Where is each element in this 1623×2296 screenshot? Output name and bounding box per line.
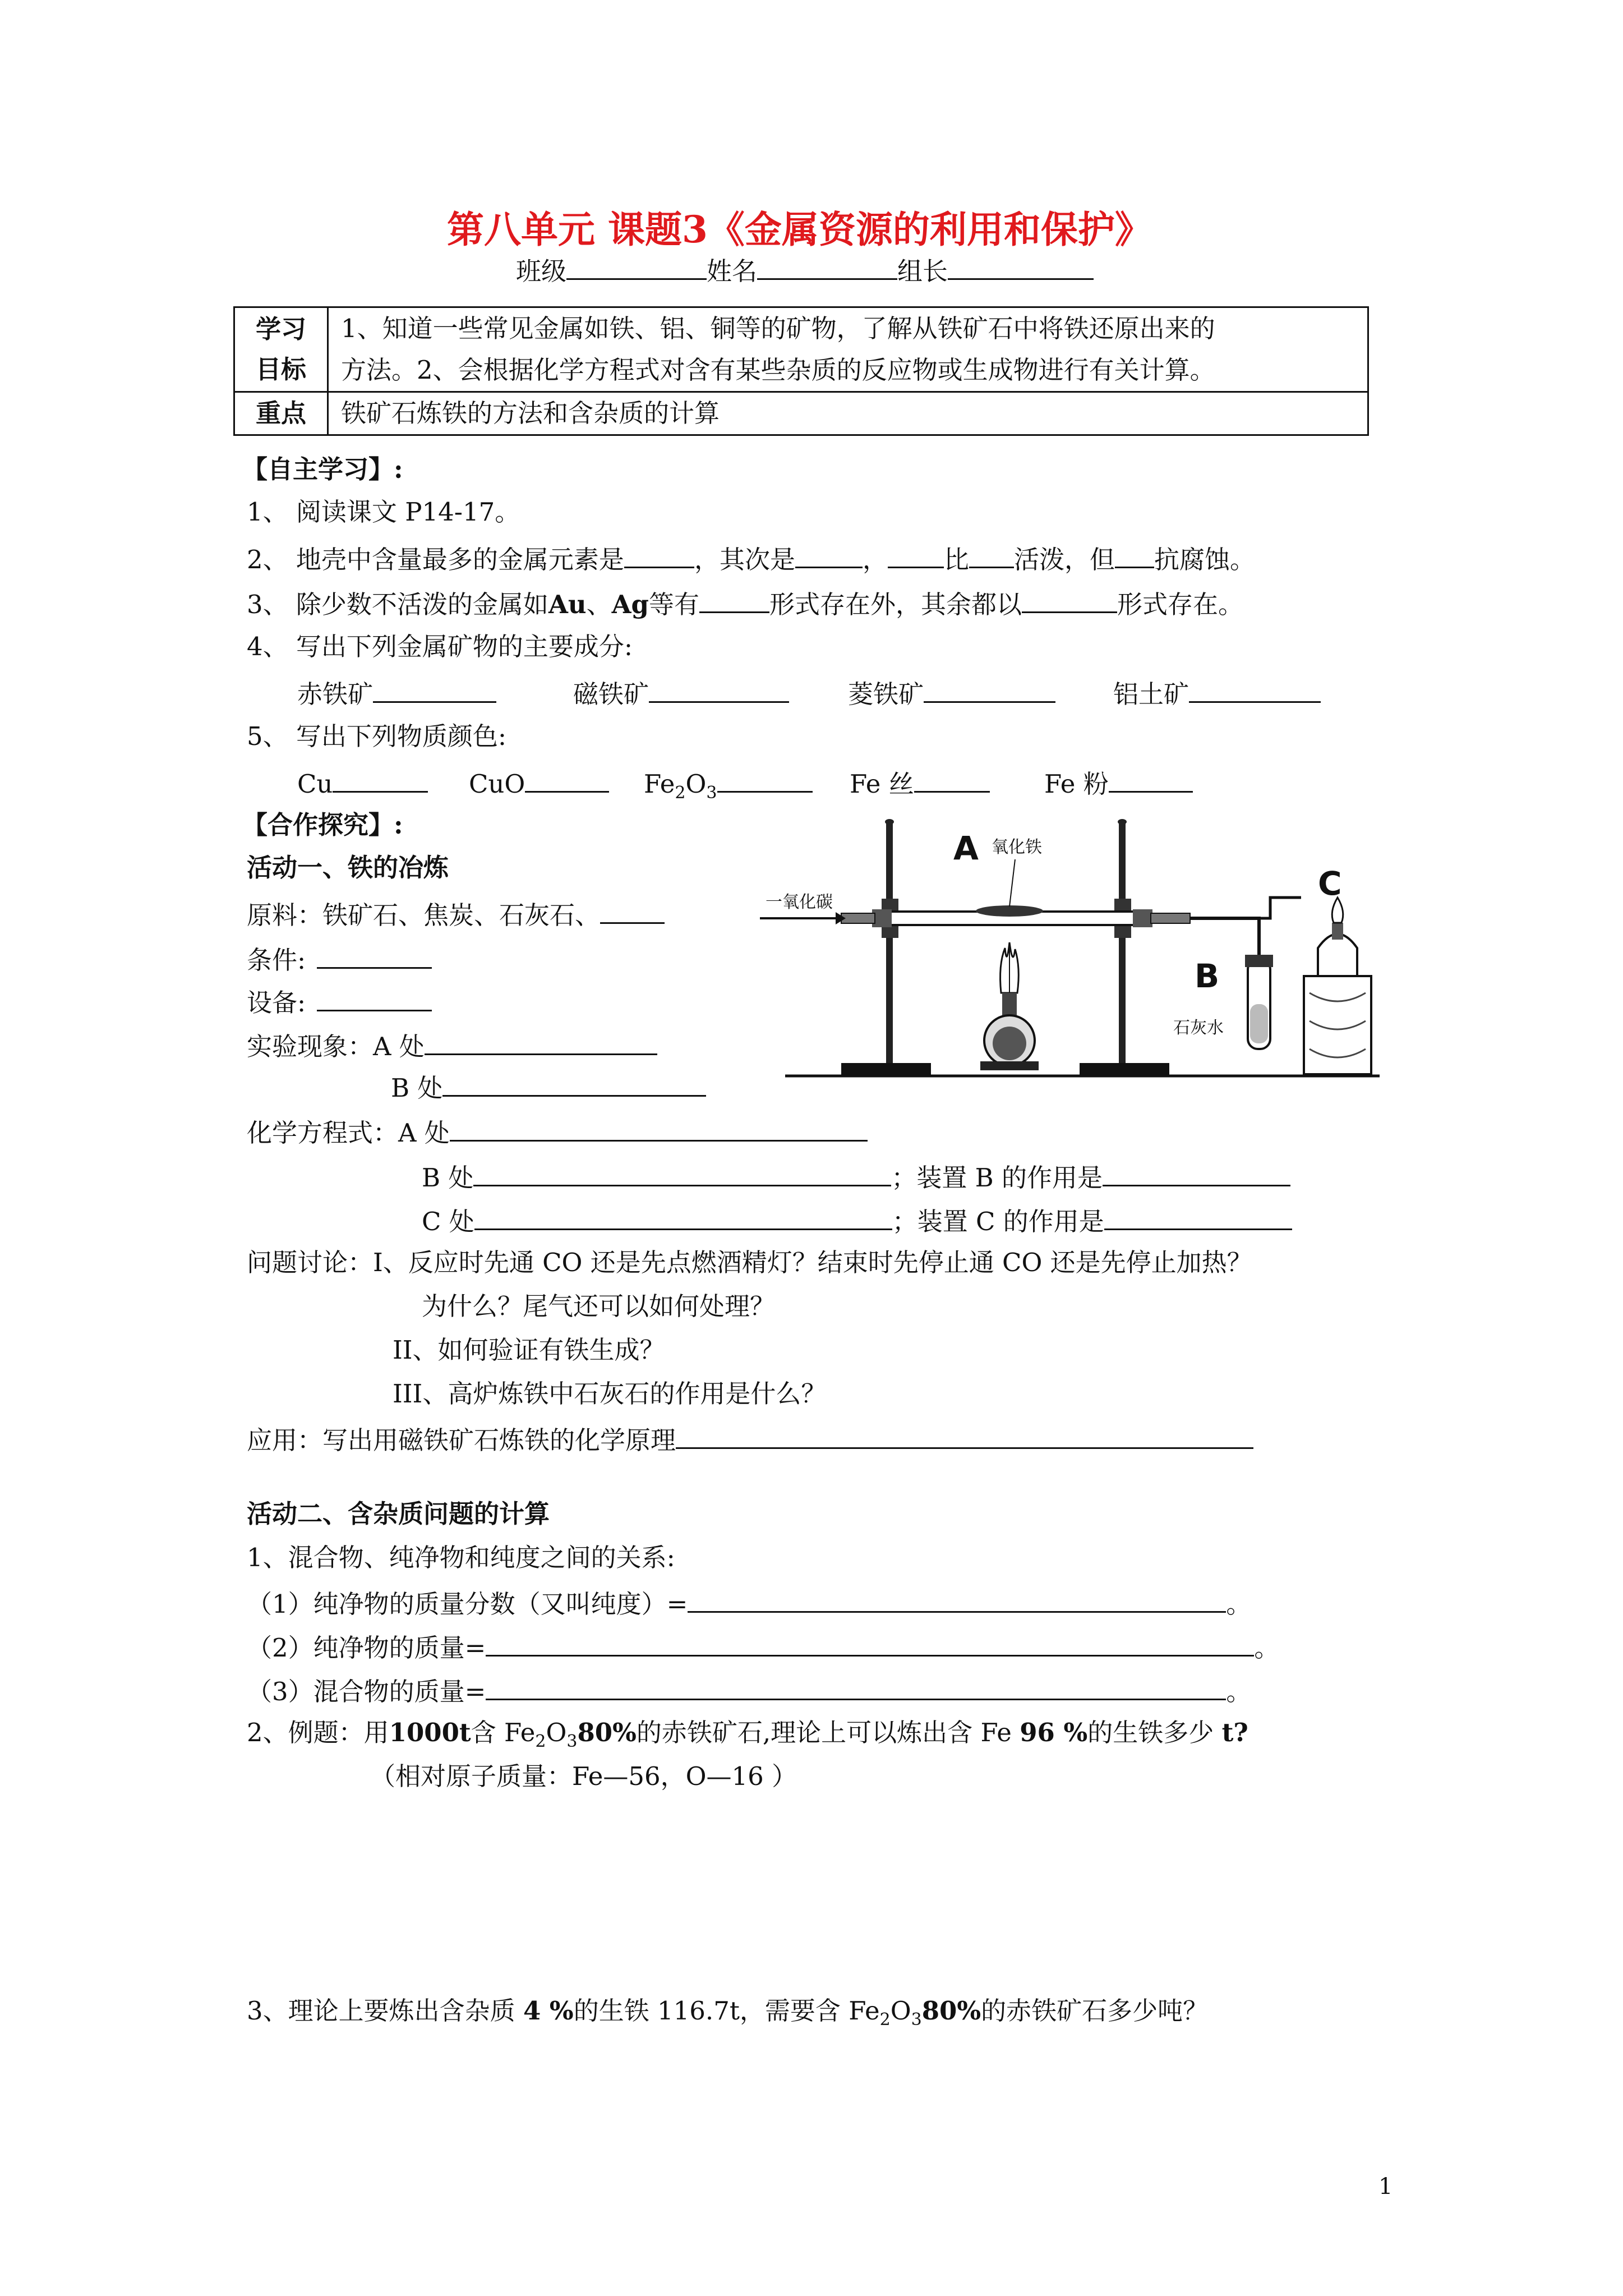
blank[interactable] bbox=[1109, 769, 1193, 793]
blank[interactable] bbox=[699, 589, 769, 613]
name-label: 姓名 bbox=[707, 256, 758, 286]
self-study-q3: 3、 除少数不活泼的金属如Au、Ag等有 形式存在外，其余都以 形式存在。 bbox=[247, 590, 1244, 619]
blank[interactable] bbox=[676, 1425, 1253, 1449]
iron-smelting-apparatus-diagram bbox=[751, 808, 1391, 1088]
blank[interactable] bbox=[649, 679, 789, 703]
act2-q2: 2、例题：用1000t含 $Fe_2O_380\%$的赤铁矿石,理论上可以炼出含 Fe 96 %的生铁多少 t? bbox=[247, 1718, 1248, 1751]
goal-table bbox=[233, 306, 1369, 436]
application-line: 应用：写出用磁铁矿石炼铁的化学原理 bbox=[247, 1425, 1253, 1453]
blank[interactable] bbox=[914, 769, 990, 793]
phenomenon-a: 实验现象：A 处 bbox=[247, 1031, 657, 1059]
blank[interactable] bbox=[795, 544, 863, 568]
mineral-magnetite: 磁铁矿 bbox=[573, 679, 789, 707]
act2-q1: 1、混合物、纯净物和纯度之间的关系: bbox=[247, 1543, 675, 1572]
blank[interactable] bbox=[474, 1206, 892, 1230]
conditions-line: 条件: bbox=[247, 945, 432, 973]
page-number: 1 bbox=[1378, 2174, 1393, 2200]
blank[interactable] bbox=[1189, 679, 1321, 703]
limewater-label: 石灰水 bbox=[1173, 1018, 1224, 1038]
blank[interactable] bbox=[969, 544, 1014, 568]
blank[interactable] bbox=[317, 987, 432, 1011]
activity1-title: 活动一、铁的冶炼 bbox=[247, 853, 449, 882]
blank[interactable] bbox=[1103, 1162, 1290, 1186]
self-study-q5: 5、 写出下列物质颜色: bbox=[247, 721, 507, 751]
blank[interactable] bbox=[717, 769, 813, 793]
label-c: C bbox=[1318, 864, 1342, 903]
coop-heading: 【合作探究】: bbox=[242, 810, 403, 840]
co-label: 一氧化碳 bbox=[766, 892, 833, 912]
class-blank[interactable] bbox=[566, 256, 707, 280]
discussion-3: III、高炉炼铁中石灰石的作用是什么？ bbox=[393, 1379, 827, 1409]
self-study-q4: 4、 写出下列金属矿物的主要成分: bbox=[247, 632, 633, 661]
blank[interactable] bbox=[442, 1073, 706, 1097]
blank[interactable] bbox=[333, 769, 428, 793]
self-study-q2: 2、 地壳中含量最多的金属元素是 ，其次是 ， 比 活泼，但 抗腐蚀。 bbox=[247, 545, 1256, 574]
mineral-hematite: 赤铁矿 bbox=[297, 679, 496, 707]
leader-blank[interactable] bbox=[948, 256, 1094, 280]
discussion-1a: 问题讨论：I、反应时先通 CO 还是先点燃酒精灯？结束时先停止通 CO 还是先停止加热？ bbox=[247, 1248, 1252, 1277]
iron-oxide-label: 氧化铁 bbox=[992, 838, 1042, 857]
equation-a: 化学方程式：A 处 bbox=[247, 1117, 868, 1145]
color-fe-powder: Fe 粉 bbox=[1044, 769, 1193, 797]
act2-q1-1: （1）纯净物的质量分数（又叫纯度）= 。 bbox=[247, 1589, 1252, 1619]
discussion-2: II、如何验证有铁生成？ bbox=[393, 1335, 665, 1365]
phenomenon-b: B 处 bbox=[391, 1073, 706, 1101]
class-label: 班级 bbox=[516, 256, 567, 286]
self-study-q1: 1、 阅读课文 P14-17。 bbox=[247, 497, 520, 527]
mineral-siderite: 菱铁矿 bbox=[848, 679, 1055, 707]
color-cu: Cu bbox=[297, 769, 428, 797]
focus-label: 重点 bbox=[234, 392, 328, 435]
label-b: B bbox=[1195, 957, 1220, 995]
blank[interactable] bbox=[486, 1632, 1254, 1657]
blank[interactable] bbox=[600, 900, 665, 924]
blank[interactable] bbox=[425, 1031, 657, 1055]
blank[interactable] bbox=[1022, 589, 1117, 613]
page-title: 第八单元 课题3《金属资源的利用和保护》 bbox=[447, 208, 1152, 251]
blank[interactable] bbox=[486, 1676, 1226, 1700]
act2-q2-note: （相对原子质量：Fe—56，O—16 ） bbox=[370, 1761, 797, 1791]
act2-q1-2: （2）纯净物的质量= 。 bbox=[247, 1633, 1280, 1663]
focus-content: 铁矿石炼铁的方法和含杂质的计算 bbox=[328, 392, 1368, 435]
blank[interactable] bbox=[373, 679, 496, 703]
act2-q1-3: （3）混合物的质量= 。 bbox=[247, 1677, 1252, 1706]
color-fe-wire: Fe 丝 bbox=[850, 769, 990, 797]
equation-c: C 处 ；装置 C 的作用是 bbox=[422, 1206, 1292, 1234]
color-cuo: CuO bbox=[469, 769, 609, 797]
blank[interactable] bbox=[888, 544, 944, 568]
materials-line: 原料：铁矿石、焦炭、石灰石、 bbox=[247, 900, 665, 928]
label-a: A bbox=[953, 829, 979, 867]
self-study-heading: 【自主学习】: bbox=[242, 454, 403, 484]
blank[interactable] bbox=[1115, 544, 1154, 568]
name-blank[interactable] bbox=[757, 256, 897, 280]
blank[interactable] bbox=[624, 544, 694, 568]
act2-q3: 3、理论上要炼出含杂质 4 %的生铁 116.7t，需要含 $Fe_2O_380\%$的赤铁矿石多少吨？ bbox=[247, 1996, 1209, 2030]
blank[interactable] bbox=[688, 1589, 1226, 1613]
activity2-title: 活动二、含杂质问题的计算 bbox=[247, 1499, 550, 1529]
blank[interactable] bbox=[317, 945, 432, 969]
blank[interactable] bbox=[525, 769, 609, 793]
discussion-1b: 为什么？尾气还可以如何处理？ bbox=[422, 1291, 776, 1321]
equation-b: B 处 ；装置 B 的作用是 bbox=[422, 1162, 1290, 1190]
blank[interactable] bbox=[1104, 1206, 1292, 1230]
goal-label: 学习 目标 bbox=[234, 307, 328, 392]
color-fe2o3: $Fe_2O_3$ bbox=[644, 769, 813, 802]
blank[interactable] bbox=[924, 679, 1055, 703]
goal-content: 1、知道一些常见金属如铁、铝、铜等的矿物，了解从铁矿石中将铁还原出来的 方法。2、会根据化学方程式对含有某些杂质的反应物或生成物进行有关计算。 bbox=[328, 307, 1368, 392]
header-fields bbox=[516, 256, 1094, 284]
equipment-line: 设备: bbox=[247, 987, 432, 1015]
mineral-bauxite: 铝土矿 bbox=[1113, 679, 1321, 707]
leader-label: 组长 bbox=[897, 256, 948, 286]
blank[interactable] bbox=[450, 1117, 868, 1142]
blank[interactable] bbox=[473, 1162, 891, 1186]
